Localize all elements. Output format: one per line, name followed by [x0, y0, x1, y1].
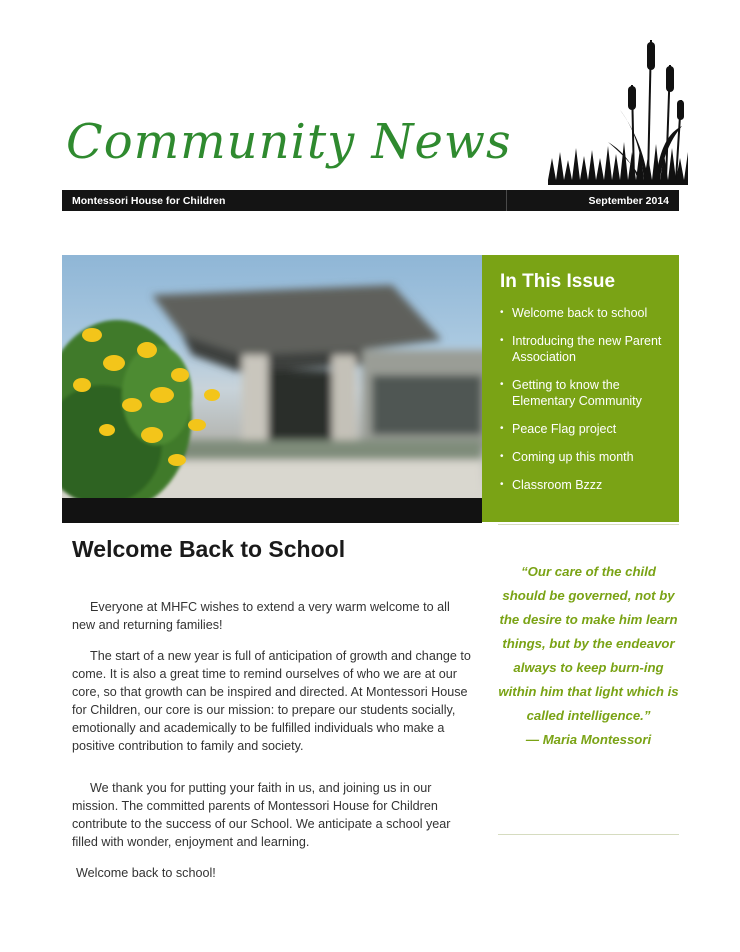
quote-bottom-rule — [498, 834, 679, 835]
pull-quote — [498, 560, 679, 752]
article-paragraph: Everyone at MHFC wishes to extend a very warm welcome to all new and returning families! — [72, 600, 450, 632]
masthead-banner — [62, 190, 679, 211]
reeds-illustration — [548, 30, 688, 190]
school-building-photo — [62, 255, 482, 498]
issue-item: • Introducing the new Parent Association — [500, 333, 665, 365]
issue-item: • Coming up this month — [500, 449, 665, 465]
article-body — [72, 598, 472, 895]
article-paragraph: The start of a new year is full of anticipation of growth and change to come. It is also a great time to remind ourselves of who we are at our core, so that growth can be inspired and directed. At Montessori House for Children, our core is our mission: to prepare our students socially, emotionally and academically to be fulfilled individuals who make a positive contribution to family and society. — [72, 649, 471, 753]
in-this-issue-list — [500, 305, 665, 493]
issue-item: • Peace Flag project — [500, 421, 665, 437]
in-this-issue-title: In This Issue — [500, 271, 616, 292]
issue-item: • Welcome back to school — [500, 305, 665, 321]
newsletter-title: Community News — [66, 114, 512, 170]
hero-caption-strip — [62, 498, 482, 523]
quote-top-rule — [498, 524, 679, 525]
hero-image — [62, 255, 482, 523]
issue-item: • Getting to know the Elementary Community — [500, 377, 665, 409]
issue-date: September 2014 — [588, 194, 669, 207]
quote-author: — Maria Montessori — [525, 732, 652, 747]
organization-name: Montessori House for Children — [72, 194, 226, 207]
article-closing: Welcome back to school! — [76, 866, 216, 880]
photo-illustration — [62, 255, 482, 498]
quote-text: “Our care of the child should be governed, not by the desire to make him learn things, but by the endeavor always to keep burn-ing within him that light which is called intelligence.” — [498, 564, 679, 723]
article-headline: Welcome Back to School — [72, 536, 346, 562]
in-this-issue-box — [482, 255, 679, 522]
article-paragraph: We thank you for putting your faith in us, and joining us in our mission. The committed parents of Montessori House for Children contribute to the success of our School. We anticipate a school year filled with wonder, enjoyment and learning. — [72, 781, 451, 849]
issue-item: • Classroom Bzzz — [500, 477, 665, 493]
